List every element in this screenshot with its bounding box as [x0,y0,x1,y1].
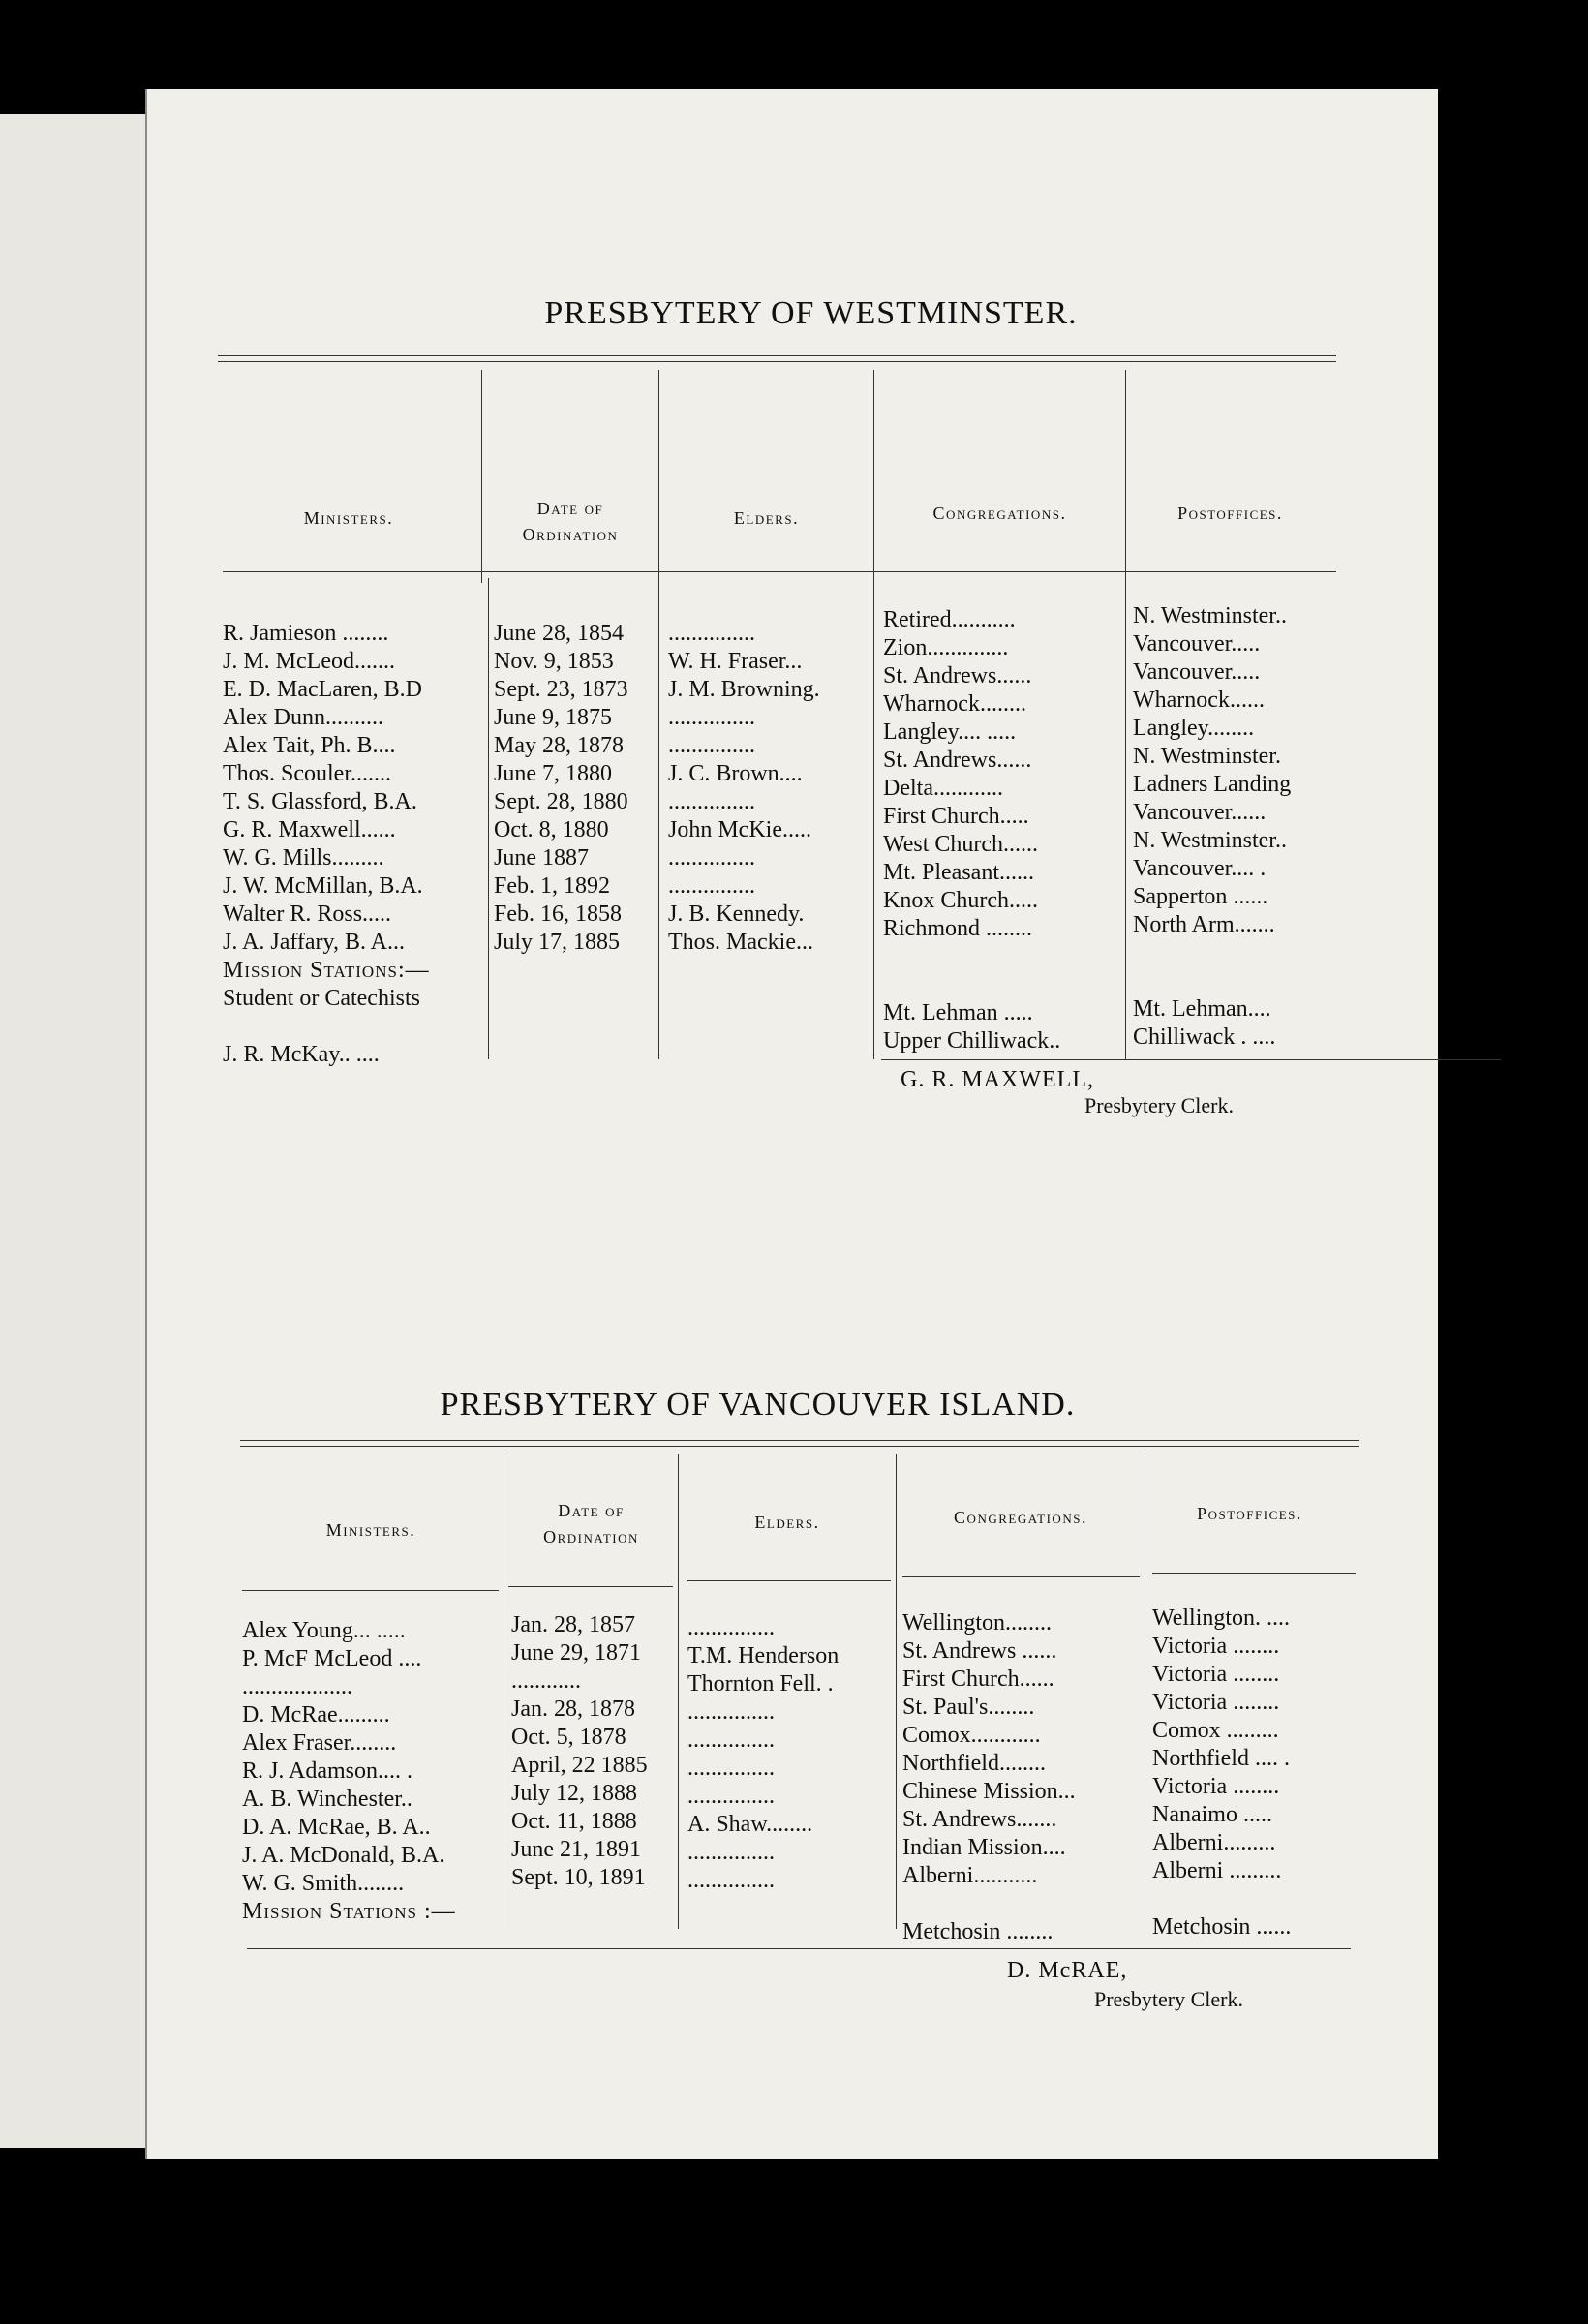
ministers-column [223,620,430,1069]
page-spine [145,89,147,2159]
minister-name: Walter R. Ross..... [223,902,392,927]
elder-name: Thos. Mackie... [668,930,813,955]
minister-name: A. B. Winchester.. [242,1787,412,1812]
ordination-date: Oct. 5, 1878 [511,1725,626,1750]
postoffice-name: North Arm....... [1133,912,1275,937]
postoffice-name: Metchosin ...... [1152,1914,1292,1940]
minister-name: Alex Young... ..... [242,1618,406,1643]
header-rule [1152,1573,1356,1574]
header-rule [687,1580,891,1581]
postoffice-name: Mt. Lehman.... [1133,996,1271,1022]
header-congregations: Congregations. [932,504,1067,523]
minister-name: G. R. Maxwell...... [223,817,396,842]
westminster-title: PRESBYTERY OF WESTMINSTER. [544,295,1078,331]
header-postoffices: Postoffices. [1177,504,1283,523]
postoffice-name: Wharnock...... [1133,688,1265,713]
header-date [482,496,658,548]
elder-name: J. C. Brown.... [668,761,803,786]
congregation-name: Northfield........ [902,1751,1046,1776]
elder-name: ............... [687,1728,775,1753]
blank-row [223,1013,430,1041]
elder-name: ............... [687,1615,775,1640]
minister-name: R. J. Adamson.... . [242,1758,413,1784]
elder-name: J. M. Browning. [668,677,820,702]
postoffice-name: Vancouver..... [1133,659,1261,685]
minister-name: D. A. McRae, B. A.. [242,1815,431,1840]
congregation-name: St. Paul's........ [902,1695,1035,1720]
blank-row [1133,939,1291,967]
congregation-name: Wharnock........ [883,691,1026,717]
elder-name: ............... [668,873,755,899]
elder-name: A. Shaw........ [687,1812,813,1837]
postoffice-name: N. Westminster. [1133,744,1281,769]
minister-name: D. McRae......... [242,1702,390,1728]
postoffices-column [1152,1605,1291,1942]
column-divider [873,370,874,1059]
elder-name: Thornton Fell. . [687,1671,834,1697]
vancouver-island-title: PRESBYTERY OF VANCOUVER ISLAND. [440,1387,1076,1422]
ordination-date: Oct. 8, 1880 [494,817,609,842]
minister-name: J. R. McKay.. .... [223,1042,380,1067]
congregation-name: First Church..... [883,804,1029,829]
postoffice-name: Langley........ [1133,716,1255,741]
header-rule [902,1576,1140,1577]
ordination-date: July 12, 1888 [511,1781,638,1806]
elder-name: W. H. Fraser... [668,649,803,674]
elder-name: ............... [687,1756,775,1781]
ordination-date: Jan. 28, 1857 [511,1612,635,1637]
minister-name: E. D. MacLaren, B.D [223,677,422,702]
ordination-date: Sept. 10, 1891 [511,1865,646,1890]
header-elders: Elders. [754,1513,820,1532]
vancouver-top-rule [240,1440,1359,1447]
blank-row [902,1890,1076,1918]
westminster-clerk-name: G. R. MAXWELL, [901,1067,1094,1092]
congregation-name: Delta............ [883,776,1003,801]
postoffice-name: Victoria ........ [1152,1774,1280,1799]
ordination-date: Feb. 16, 1858 [494,902,622,927]
elder-name: John McKie..... [668,817,811,842]
ordination-date: July 17, 1885 [494,930,621,955]
ordination-date: June 29, 1871 [511,1640,641,1666]
dates-column [494,620,628,957]
ordination-date: June 9, 1875 [494,705,612,730]
ordination-date: June 1887 [494,845,589,871]
congregation-name: First Church...... [902,1667,1054,1692]
westminster-top-rule [218,355,1336,362]
postoffice-name: Victoria ........ [1152,1690,1280,1715]
blank-row [883,971,1060,999]
blank-row [883,943,1060,971]
minister-name: R. Jamieson ........ [223,621,389,646]
header-elders: Elders. [733,508,800,528]
ordination-date: June 21, 1891 [511,1837,641,1862]
congregation-name: Richmond ........ [883,916,1032,941]
header-ministers: Ministers. [325,1520,416,1540]
elder-name: T.M. Henderson [687,1643,840,1668]
elder-name: ............... [668,733,755,758]
congregations-column [902,1609,1076,1946]
ordination-date: May 28, 1878 [494,733,624,758]
column-divider [481,370,482,583]
congregation-name: Wellington........ [902,1610,1053,1636]
elder-name: ............... [687,1840,775,1865]
ordination-date: Feb. 1, 1892 [494,873,610,899]
elder-name: J. B. Kennedy. [668,902,805,927]
header-ministers: Ministers. [303,508,394,528]
minister-name: Alex Dunn.......... [223,705,383,730]
left-page-edge [0,114,145,2148]
congregation-name: Metchosin ........ [902,1919,1054,1944]
header-date-line2: Ordination [543,1527,639,1546]
postoffice-name: Sapperton ...... [1133,884,1268,909]
congregation-name: Retired........... [883,607,1016,632]
congregation-name: Mt. Lehman ..... [883,1000,1033,1025]
minister-name: J. M. McLeod....... [223,649,395,674]
minister-name: Alex Tait, Ph. B.... [223,733,396,758]
minister-name: J. W. McMillan, B.A. [223,873,423,899]
congregation-name: St. Andrews ...... [902,1638,1057,1664]
elder-name: ............... [668,845,755,871]
column-divider [658,370,659,1059]
elder-name: ............... [687,1699,775,1725]
elder-name: ............... [668,621,755,646]
document-page [145,89,1438,2159]
blank-row [1152,1885,1291,1913]
ordination-date: June 7, 1880 [494,761,612,786]
postoffice-name: N. Westminster.. [1133,603,1287,628]
dates-column [511,1611,648,1892]
minister-name: T. S. Glassford, B.A. [223,789,417,814]
postoffice-name: Alberni......... [1152,1830,1276,1855]
ordination-date: April, 22 1885 [511,1753,648,1778]
congregations-column [883,606,1060,1055]
congregation-name: St. Andrews...... [883,663,1032,688]
minister-name: J. A. Jaffary, B. A... [223,930,405,955]
congregation-name: Knox Church..... [883,888,1038,913]
elder-name: ............... [668,705,755,730]
student-catechists-label: Student or Catechists [223,986,420,1011]
ordination-date: ............ [511,1668,581,1694]
elder-name: ............... [668,789,755,814]
postoffice-name: Vancouver..... [1133,631,1261,657]
congregation-name: Langley.... ..... [883,719,1017,745]
congregation-name: Indian Mission.... [902,1835,1066,1860]
postoffices-column [1133,602,1291,1052]
elders-column [687,1614,839,1895]
westminster-clerk-title: Presbytery Clerk. [1084,1093,1234,1117]
vancouver-bottom-rule [247,1948,1351,1949]
header-date [504,1498,678,1550]
postoffice-name: N. Westminster.. [1133,828,1287,853]
header-date-line1: Date of [536,499,604,518]
congregation-name: St. Andrews...... [883,748,1032,773]
congregation-name: Comox............ [902,1723,1041,1748]
ordination-date: Sept. 28, 1880 [494,789,628,814]
ordination-date: Oct. 11, 1888 [511,1809,637,1834]
congregation-name: St. Andrews....... [902,1807,1057,1832]
congregation-name: Mt. Pleasant...... [883,860,1034,885]
postoffice-name: Wellington. .... [1152,1605,1291,1631]
elder-name: ............... [687,1868,775,1893]
postoffice-name: Nanaimo ..... [1152,1802,1272,1827]
minister-name: Thos. Scouler....... [223,761,391,786]
column-divider [1125,370,1126,1059]
minister-name: ................... [242,1674,352,1699]
congregation-name: Alberni........... [902,1863,1038,1888]
minister-name: P. McF McLeod .... [242,1646,422,1671]
blank-row [1133,967,1291,995]
postoffice-name: Comox ......... [1152,1718,1279,1743]
postoffice-name: Chilliwack . .... [1133,1024,1276,1050]
header-date-line1: Date of [558,1501,625,1520]
header-rule [223,571,1336,572]
congregation-name: Upper Chilliwack.. [883,1028,1061,1054]
minister-name: J. A. McDonald, B.A. [242,1843,445,1868]
westminster-bottom-rule [881,1059,1501,1060]
postoffice-name: Vancouver...... [1133,800,1267,825]
header-rule [508,1586,673,1587]
ordination-date: Sept. 23, 1873 [494,677,628,702]
column-divider [488,578,489,1059]
ordination-date: Nov. 9, 1853 [494,649,614,674]
congregation-name: West Church...... [883,832,1039,857]
minister-name: W. G. Smith........ [242,1871,405,1896]
mission-stations-label: Mission Stations:— [223,958,430,983]
minister-name: Alex Fraser........ [242,1730,397,1756]
vancouver-clerk-title: Presbytery Clerk. [1094,1987,1243,2011]
header-rule [242,1590,499,1591]
elders-column [668,620,820,957]
congregation-name: Chinese Mission... [902,1779,1076,1804]
header-postoffices: Postoffices. [1197,1504,1302,1523]
postoffice-name: Alberni ......... [1152,1858,1282,1883]
postoffice-name: Victoria ........ [1152,1662,1280,1687]
header-date-line2: Ordination [522,525,619,544]
header-congregations: Congregations. [954,1508,1087,1527]
postoffice-name: Northfield .... . [1152,1746,1290,1771]
postoffice-name: Vancouver.... . [1133,856,1267,881]
ordination-date: Jan. 28, 1878 [511,1697,635,1722]
postoffice-name: Victoria ........ [1152,1634,1280,1659]
ministers-column [242,1617,456,1926]
elder-name: ............... [687,1784,775,1809]
minister-name: W. G. Mills......... [223,845,384,871]
postoffice-name: Ladners Landing [1133,772,1292,797]
ordination-date: June 28, 1854 [494,621,624,646]
mission-stations-label: Mission Stations :— [242,1899,456,1924]
vancouver-clerk-name: D. McRAE, [1007,1958,1128,1983]
congregation-name: Zion.............. [883,635,1009,660]
